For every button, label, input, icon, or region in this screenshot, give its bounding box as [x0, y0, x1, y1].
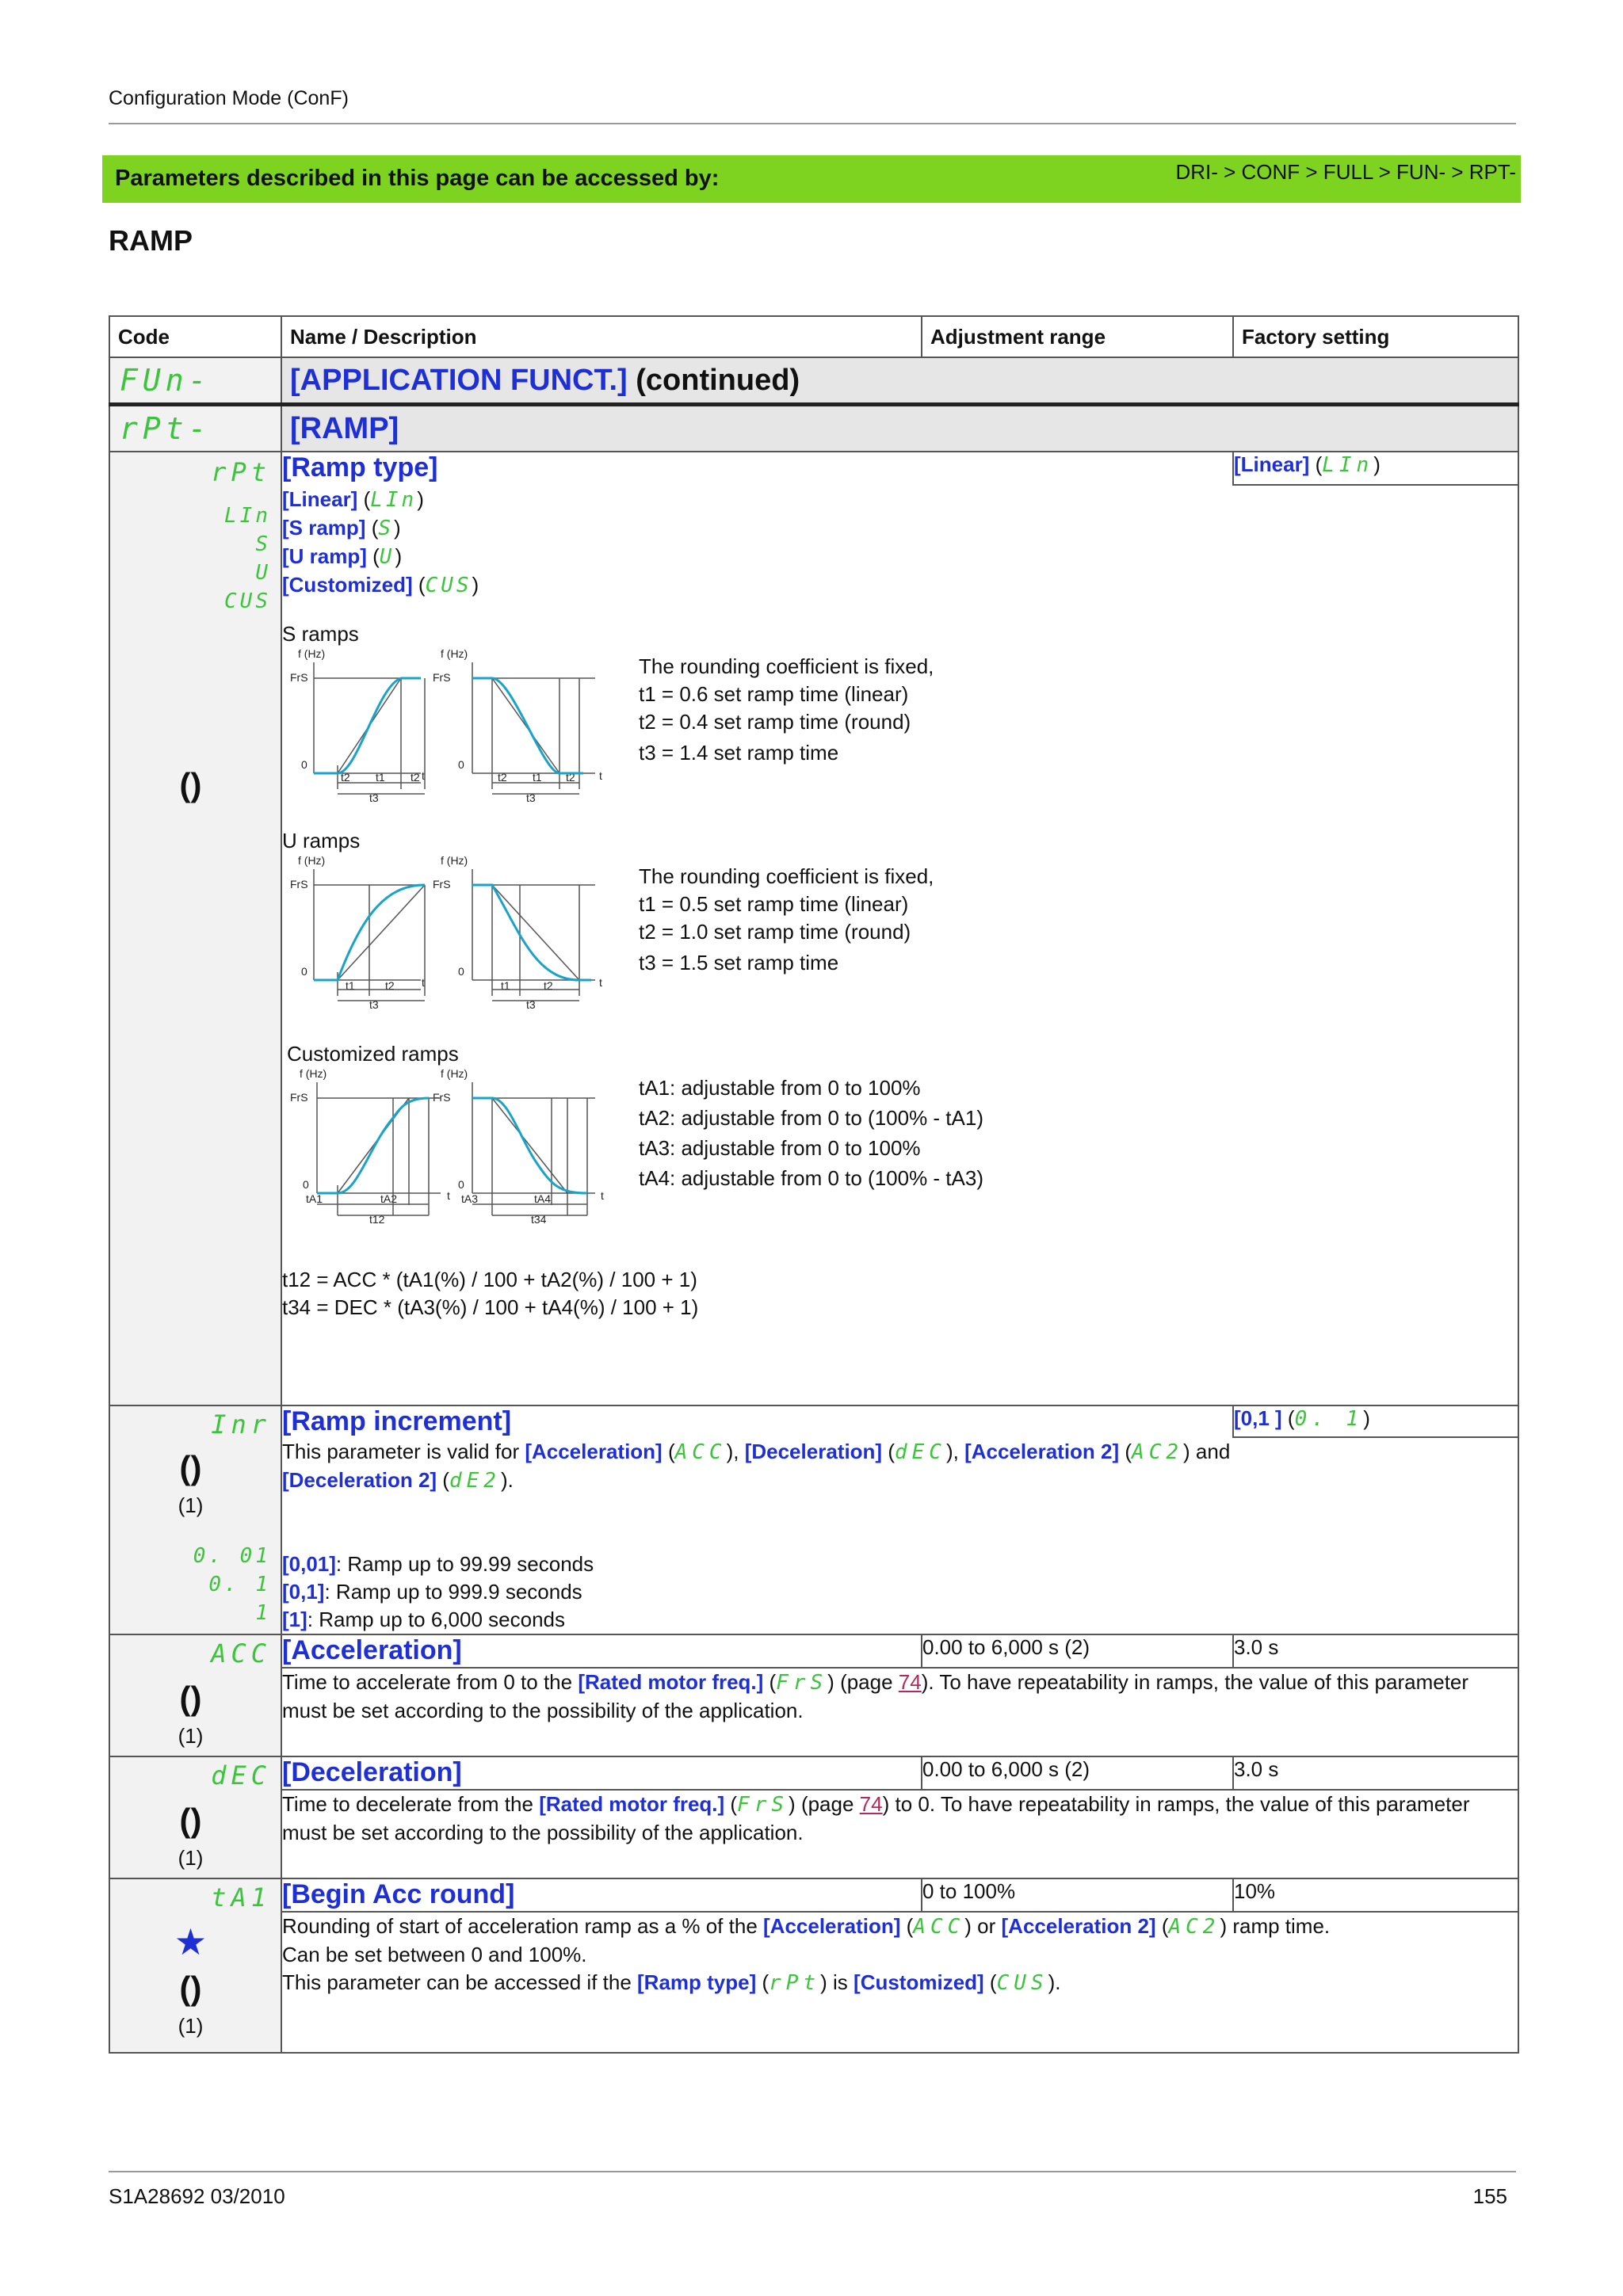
param-row-acceleration [109, 1634, 1518, 1668]
svg-text:t2: t2 [411, 771, 420, 784]
s-ramps-block [282, 646, 1518, 829]
param-row-begin-acc-round [109, 1878, 1518, 1912]
svg-text:t2: t2 [544, 979, 553, 992]
access-path: DRI- > CONF > FULL > FUN- > RPT- [1175, 160, 1516, 184]
param-name: [Acceleration] [282, 1635, 462, 1665]
param-code: Inr [211, 1409, 271, 1440]
svg-text:t34: t34 [531, 1213, 547, 1226]
svg-text:t: t [422, 976, 425, 989]
svg-text:0: 0 [301, 965, 307, 978]
param-name: [Ramp type] [282, 452, 438, 482]
svg-text:t3: t3 [526, 791, 536, 804]
svg-text:FrS: FrS [433, 878, 451, 891]
section-title: RAMP [109, 224, 193, 257]
svg-text:t1: t1 [533, 771, 542, 784]
col-header-code: Code [109, 316, 281, 357]
svg-text:FrS: FrS [290, 878, 308, 891]
svg-text:t: t [422, 769, 425, 782]
c-ramp-text: tA3: adjustable from 0 to 100% [639, 1136, 921, 1160]
parameter-table [109, 315, 1519, 2054]
factory-setting: 3.0 s [1233, 1634, 1518, 1668]
svg-text:f (Hz): f (Hz) [441, 1067, 468, 1080]
footer-doc-ref: S1A28692 03/2010 [109, 2184, 285, 2208]
option-code: CUS [224, 589, 271, 613]
factory-setting: 3.0 s [1233, 1756, 1518, 1790]
factory-code: 0. 1 [1294, 1407, 1364, 1431]
svg-text:0: 0 [303, 1178, 309, 1191]
param-row-ramp-increment: Inr () (1) 0. 01 0. 1 1 [Ramp increment] [0,1 ] (0. 1) [109, 1405, 1518, 1437]
u-ramps-title: U ramps [282, 829, 361, 852]
s-ramp-text: The rounding coefficient is fixed, [639, 654, 934, 678]
factory-setting: 10% [1233, 1878, 1518, 1912]
run-change-icon: () [179, 1449, 202, 1486]
u-ramp-text: The rounding coefficient is fixed, [639, 864, 934, 888]
option-item: [0,1]: Ramp up to 999.9 seconds [282, 1580, 582, 1604]
running-header: Configuration Mode (ConF) [109, 87, 349, 109]
param-code: rPt [211, 457, 271, 487]
svg-text:f (Hz): f (Hz) [298, 854, 326, 867]
svg-text:t12: t12 [369, 1213, 385, 1226]
group-row-application [109, 357, 1518, 405]
option-item: [Linear] (LIn) [282, 487, 424, 512]
svg-text:f (Hz): f (Hz) [441, 854, 468, 867]
svg-text:t: t [599, 976, 602, 989]
group-code: FUn- [120, 363, 212, 398]
acc-description: Time to accelerate from 0 to the [Rated motor freq.] (FrS) (page 74). To have repeatability in ramps, the value of this parameter must be set according to the possibility of the application. [281, 1668, 1518, 1756]
note-ref: (1) [178, 1846, 204, 1870]
param-row-ramp-type-body [109, 485, 1518, 1405]
svg-text:t: t [599, 769, 602, 782]
col-header-range: Adjustment range [922, 316, 1233, 357]
param-code: tA1 [211, 1882, 271, 1913]
run-change-icon: () [179, 1970, 202, 2007]
option-item: [1]: Ramp up to 6,000 seconds [282, 1608, 565, 1631]
formula-t12: t12 = ACC * (tA1(%) / 100 + tA2(%) / 100 + 1) [282, 1268, 697, 1291]
u-ramps-block [282, 853, 1518, 1035]
svg-text:f (Hz): f (Hz) [441, 647, 468, 660]
c-ramp-text: tA2: adjustable from 0 to (100% - tA1) [639, 1106, 983, 1130]
col-header-name: Name / Description [281, 316, 922, 357]
option-code: S [255, 532, 271, 556]
svg-text:tA3: tA3 [461, 1192, 479, 1205]
option-item: [Customized] (CUS) [282, 573, 479, 597]
s-ramp-text: t3 = 1.4 set ramp time [639, 741, 839, 765]
svg-text:0: 0 [458, 758, 464, 771]
run-change-icon: () [179, 766, 202, 803]
option-code: U [255, 561, 271, 585]
footer-page-number: 155 [1472, 2184, 1507, 2208]
svg-text:FrS: FrS [290, 1091, 308, 1104]
param-row-ramp-type: rPt LIn S U CUS () [Ramp type] [Linear] (LIn) [109, 452, 1518, 485]
svg-text:t2: t2 [341, 771, 350, 784]
option-item: [0,01]: Ramp up to 99.99 seconds [282, 1552, 594, 1576]
adjustment-range: 0 to 100% [922, 1878, 1233, 1912]
access-label: Parameters described in this page can be accessed by: [115, 166, 720, 191]
page-link[interactable]: 74 [859, 1792, 883, 1816]
group-code: rPt- [120, 411, 212, 446]
note-ref: (1) [178, 1724, 204, 1748]
svg-text:tA1: tA1 [306, 1192, 323, 1205]
svg-text:t: t [601, 1189, 604, 1202]
u-ramps-diagram [282, 853, 631, 1035]
param-code: dEC [211, 1760, 271, 1791]
param-row-deceleration [109, 1756, 1518, 1790]
inr-description: This parameter is valid for [Acceleration] (ACC), [Deceleration] (dEC), [Acceleration 2] (AC2) and [Deceleration 2] (dE2). [282, 1440, 1231, 1493]
s-ramp-text: t1 = 0.6 set ramp time (linear) [639, 682, 909, 706]
u-ramp-text: t3 = 1.5 set ramp time [639, 951, 839, 974]
option-code: LIn [224, 504, 271, 528]
svg-text:tA2: tA2 [380, 1192, 398, 1205]
svg-text:tA4: tA4 [534, 1192, 552, 1205]
svg-text:t1: t1 [501, 979, 510, 992]
formula-t34: t34 = DEC * (tA3(%) / 100 + tA4(%) / 100 + 1) [282, 1295, 699, 1319]
run-change-icon: () [179, 1680, 202, 1717]
svg-text:FrS: FrS [433, 671, 451, 684]
svg-text:t3: t3 [369, 998, 379, 1011]
svg-text:FrS: FrS [433, 1091, 451, 1104]
ta1-description: Rounding of start of acceleration ramp as a % of the [Acceleration] (ACC) or [Acceleration 2] (AC2) ramp time. Can be set between 0 and 100%. This parameter can be accessed if the [Ramp type] (rPt) is [Customized] (CUS). [281, 1912, 1518, 2053]
note-ref: (1) [178, 2014, 204, 2038]
svg-text:t1: t1 [346, 979, 355, 992]
svg-text:t1: t1 [376, 771, 385, 784]
svg-text:t3: t3 [526, 998, 536, 1011]
svg-text:t2: t2 [498, 771, 507, 784]
svg-text:t: t [447, 1189, 450, 1202]
param-name: [Deceleration] [282, 1757, 462, 1787]
star-icon: ★ [174, 1921, 208, 1962]
page-link[interactable]: 74 [898, 1670, 922, 1694]
param-name: [Begin Acc round] [282, 1879, 515, 1909]
s-ramps-title: S ramps [282, 622, 359, 646]
svg-text:f (Hz): f (Hz) [300, 1067, 327, 1080]
svg-text:t3: t3 [369, 791, 379, 804]
note-ref: (1) [178, 1493, 204, 1517]
factory-setting: [0,1 ] [1234, 1406, 1282, 1430]
s-ramp-text: t2 = 0.4 set ramp time (round) [639, 710, 911, 734]
group-title: [APPLICATION FUNCT.] [290, 363, 628, 397]
c-ramp-text: tA1: adjustable from 0 to 100% [639, 1076, 921, 1100]
option-code: 1 [255, 1601, 271, 1625]
svg-text:t2: t2 [385, 979, 395, 992]
table-header-row [109, 316, 1518, 357]
group-suffix: (continued) [627, 363, 800, 397]
svg-text:t2: t2 [566, 771, 575, 784]
option-code: 0. 01 [193, 1544, 271, 1568]
factory-code: LIn [1322, 453, 1374, 477]
c-ramps-diagram [282, 1066, 631, 1249]
group-row-ramp [109, 405, 1518, 452]
option-item: [U ramp] (U) [282, 544, 403, 569]
param-name: [Ramp increment] [282, 1406, 512, 1436]
run-change-icon: () [179, 1802, 202, 1839]
option-code: 0. 1 [208, 1573, 271, 1596]
svg-text:0: 0 [458, 965, 464, 978]
col-header-factory: Factory setting [1233, 316, 1518, 357]
c-ramp-text: tA4: adjustable from 0 to (100% - tA3) [639, 1166, 983, 1190]
option-item: [S ramp] (S) [282, 516, 401, 540]
u-ramp-text: t2 = 1.0 set ramp time (round) [639, 920, 911, 944]
dec-description: Time to decelerate from the [Rated motor freq.] (FrS) (page 74) to 0. To have repeatability in ramps, the value of this parameter must be set according to the possibility of the application. [281, 1790, 1518, 1878]
param-code: ACC [211, 1638, 271, 1669]
s-ramps-diagram [282, 646, 631, 829]
group-title: [RAMP] [290, 411, 399, 445]
access-bar [102, 155, 1521, 203]
svg-text:0: 0 [301, 758, 307, 771]
svg-text:0: 0 [458, 1178, 464, 1191]
adjustment-range: 0.00 to 6,000 s (2) [922, 1756, 1233, 1790]
factory-setting: [Linear] [1234, 452, 1310, 476]
adjustment-range: 0.00 to 6,000 s (2) [922, 1634, 1233, 1668]
header-rule [109, 123, 1516, 124]
svg-text:FrS: FrS [290, 671, 308, 684]
c-ramps-block [282, 1066, 1518, 1249]
footer-rule [109, 2171, 1516, 2172]
c-ramps-title: Customized ramps [287, 1042, 459, 1066]
svg-text:f (Hz): f (Hz) [298, 647, 326, 660]
u-ramp-text: t1 = 0.5 set ramp time (linear) [639, 892, 909, 916]
